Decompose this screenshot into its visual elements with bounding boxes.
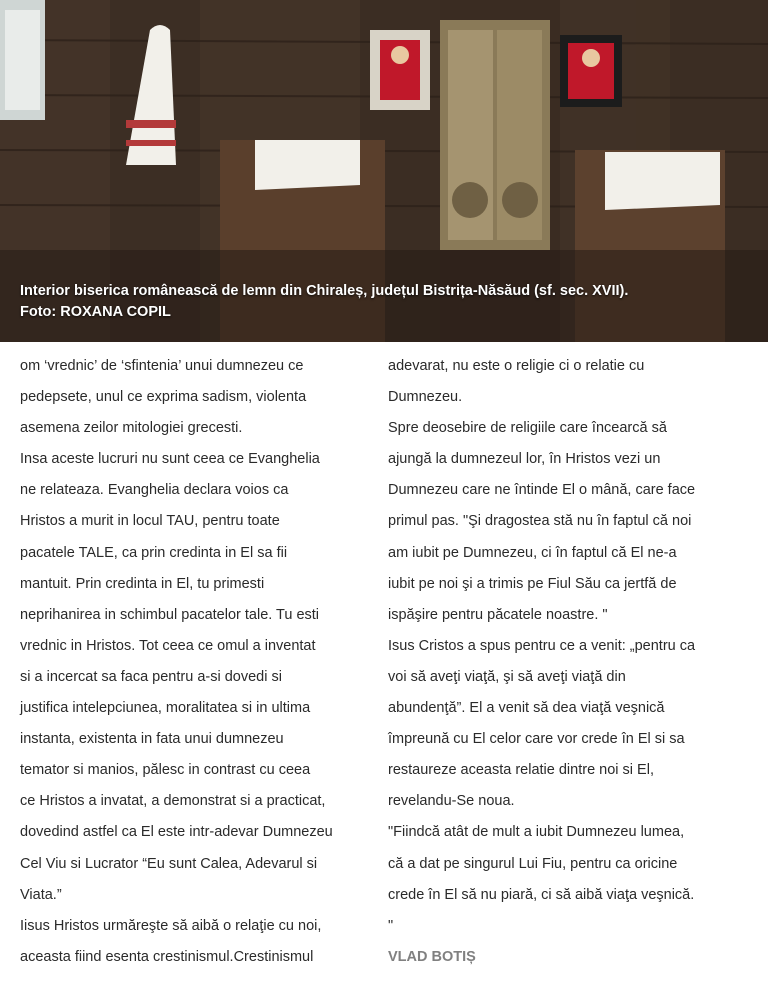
text-line: justifica intelepciunea, moralitatea si in ultima: [20, 700, 311, 717]
text-line: Spre deosebire de religiile care încearcă să: [388, 420, 667, 437]
text-line: dovedind astfel ca El este intr-adevar Dumnezeu: [20, 824, 333, 841]
article-right-column: [388, 351, 748, 973]
church-interior-photo: [0, 0, 768, 342]
text-line: Dumnezeu.: [388, 389, 463, 406]
text-line: am iubit pe Dumnezeu, ci în faptul că El ne-a: [388, 544, 677, 561]
text-line: ispăşire pentru păcatele noastre. ": [388, 606, 608, 623]
text-line: om ‘vrednic’ de ‘sfintenia’ unui dumnezeu ce: [20, 358, 304, 374]
text-line: vrednic in Hristos. Tot ceea ce omul a inventat: [20, 637, 316, 654]
photo-caption: [20, 281, 750, 323]
text-line: abundenţă”. El a venit să dea viaţă veşnică: [388, 700, 665, 717]
text-line: mantuit. Prin credinta in El, tu primesti: [20, 575, 265, 592]
text-line: pedepsete, unul ce exprima sadism, violenta: [20, 389, 307, 406]
text-line: împreună cu El celor care vor crede în El si sa: [388, 731, 685, 748]
text-line: neprihanirea in schimbul pacatelor tale. Tu esti: [20, 606, 320, 623]
text-line: instanta, existenta in fata unui dumnezeu: [20, 731, 284, 748]
text-line: Hristos a murit in locul TAU, pentru toate: [20, 513, 280, 530]
text-line: Dumnezeu care ne întinde El o mână, care face: [388, 482, 696, 499]
text-line: Viata.”: [20, 886, 62, 903]
text-line: aceasta fiind esenta crestinismul.Crestinismul: [20, 948, 314, 965]
article-left-column: [20, 351, 370, 973]
text-line: asemena zeilor mitologiei grecesti.: [20, 420, 243, 437]
text-line: crede în El să nu piară, ci să aibă viaţa veşnică.: [388, 886, 695, 903]
author-signature: VLAD BOTIȘ: [388, 948, 476, 965]
text-line: ajungă la dumnezeul lor, în Hristos vezi un: [388, 451, 661, 468]
text-line: Iisus Hristos urmăreşte să aibă o relaţie cu noi,: [20, 917, 322, 934]
text-line: "Fiindcă atât de mult a iubit Dumnezeu lumea,: [388, 824, 685, 841]
text-line: Isus Cristos a spus pentru ce a venit: „pentru ca: [388, 637, 696, 654]
text-line: primul pas. "Şi dragostea stă nu în faptul că noi: [388, 513, 692, 530]
text-line: si a incercat sa faca pentru a-si dovedi si: [20, 668, 282, 685]
text-line: restaureze aceasta relatie dintre noi si El,: [388, 762, 654, 779]
caption-title: Interior biserica românească de lemn din Chiraleș, județul Bistrița-Năsăud (sf. sec. XVII).: [20, 283, 629, 299]
text-line: voi să aveţi viaţă, şi să aveţi viaţă din: [388, 668, 626, 685]
text-line: ": [388, 917, 394, 934]
text-line: ne relateaza. Evanghelia declara voios ca: [20, 482, 289, 499]
text-line: Insa aceste lucruri nu sunt ceea ce Evanghelia: [20, 451, 320, 468]
caption-photo-credit: Foto: ROXANA COPIL: [20, 304, 171, 320]
text-line: iubit pe noi şi a trimis pe Fiul Său ca jertfă de: [388, 575, 677, 592]
text-line: Cel Viu si Lucrator “Eu sunt Calea, Adevarul si: [20, 855, 318, 872]
text-line: ce Hristos a invatat, a demonstrat si a practicat,: [20, 793, 326, 810]
text-line: adevarat, nu este o religie ci o relatie cu: [388, 358, 645, 374]
text-line: temator si manios, pălesc in contrast cu ceea: [20, 762, 311, 779]
text-line: revelandu-Se noua.: [388, 793, 515, 810]
text-line: pacatele TALE, ca prin credinta in El sa fii: [20, 544, 288, 561]
text-line: că a dat pe singurul Lui Fiu, pentru ca oricine: [388, 855, 678, 872]
